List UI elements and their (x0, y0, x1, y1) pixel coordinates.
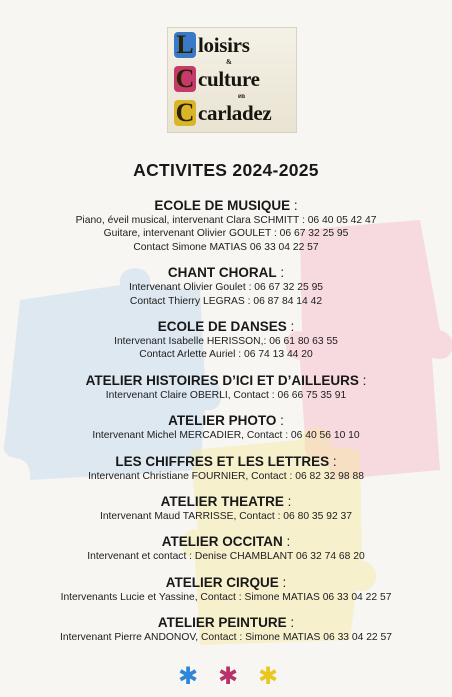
activity-detail-line: Intervenant Isabelle HERISSON,: 06 61 80 63 55 (114, 336, 338, 348)
heading-colon: : (290, 198, 298, 213)
activity-section (0, 373, 452, 402)
activity-detail-line: Intervenant Pierre ANDONOV, Contact : Simone MATIAS 06 33 04 22 57 (60, 632, 392, 644)
activity-section (0, 198, 452, 254)
heading-colon: : (282, 534, 291, 550)
heading-colon: : (358, 372, 367, 388)
logo-word-carladez: carladez (198, 101, 272, 125)
activity-heading-text: ECOLE DE MUSIQUE (154, 198, 291, 213)
heading-colon: : (329, 453, 337, 469)
activity-detail-line: Intervenant Olivier Goulet : 06 67 32 25 95 (128, 282, 324, 294)
logo-letter-c-2: C (175, 98, 195, 127)
activity-section (0, 494, 452, 523)
activity-detail-line: Intervenant Michel MERCADIER, Contact : 06 40 56 10 10 (92, 430, 360, 442)
activity-heading-text: ECOLE DE DANSES (157, 319, 287, 335)
logo-word-loisirs: loisirs (198, 33, 250, 57)
puzzle-piece-yellow-icon: ✱ (258, 663, 279, 690)
activity-heading-text: ATELIER HISTOIRES D’ICI ET D’AILLEURS (85, 372, 359, 388)
puzzle-piece-pink-icon: ✱ (218, 663, 239, 690)
activity-heading (0, 494, 452, 510)
logo-connector-and: & (226, 58, 232, 66)
activity-detail-line: Guitare, intervenant Olivier GOULET : 06 67 32 25 95 (103, 228, 349, 240)
activity-heading (0, 265, 452, 281)
activity-detail-line: Intervenant Claire OBERLI, Contact : 06 66 75 35 91 (105, 389, 347, 401)
logo (168, 28, 296, 132)
activity-heading-text: ATELIER PHOTO (168, 413, 277, 429)
activity-detail-line: Intervenant Christiane FOURNIER, Contact : 06 82 32 98 88 (88, 470, 364, 482)
activity-section (0, 534, 452, 563)
activity-detail-line: Intervenant Maud TARRISSE, Contact : 06 80 35 92 37 (99, 511, 353, 523)
heading-colon: : (283, 494, 292, 510)
activity-section (0, 319, 452, 362)
activity-heading (0, 198, 452, 214)
activity-heading (0, 319, 452, 335)
activity-section (0, 615, 452, 644)
activity-heading (0, 615, 452, 631)
activity-heading (0, 373, 452, 389)
activity-detail-line: Contact Arlette Auriel : 06 74 13 44 20 (139, 349, 313, 361)
footer-puzzle-icons (178, 664, 288, 690)
activity-heading-text: ATELIER OCCITAN (161, 534, 283, 550)
activity-detail-line: Intervenants Lucie et Yassine, Contact : Simone MATIAS 06 33 04 22 57 (60, 591, 392, 603)
activity-detail-line: Piano, éveil musical, intervenant Clara SCHMITT : 06 40 05 42 47 (75, 215, 377, 226)
activity-heading-text: ATELIER CIRQUE (165, 574, 279, 590)
activity-heading (0, 534, 452, 550)
heading-colon: : (286, 319, 295, 335)
page-title: ACTIVITES 2024-2025 (133, 160, 319, 180)
heading-colon: : (276, 413, 284, 429)
activity-heading (0, 454, 452, 470)
heading-colon: : (286, 615, 295, 631)
activity-heading (0, 413, 452, 429)
activity-section (0, 454, 452, 483)
heading-colon: : (278, 574, 287, 590)
logo-letter-l: L (174, 32, 196, 58)
activities-list (0, 198, 452, 656)
activity-heading-text: ATELIER THEATRE (160, 494, 284, 510)
logo-connector-en: en (238, 92, 245, 100)
logo-letter-c-1: C (175, 64, 195, 93)
activity-heading (0, 575, 452, 591)
activity-section (0, 413, 452, 442)
puzzle-piece-blue-icon: ✱ (178, 663, 199, 690)
activity-heading-text: CHANT CHORAL (167, 265, 277, 281)
heading-colon: : (276, 265, 285, 281)
activity-detail-line: Contact Thierry LEGRAS : 06 87 84 14 42 (129, 295, 323, 307)
activity-heading-text: LES CHIFFRES ET LES LETTRES (115, 453, 330, 469)
activity-heading-text: ATELIER PEINTURE (157, 615, 287, 631)
logo-word-culture: culture (198, 67, 260, 91)
activity-detail-line: Contact Simone MATIAS 06 33 04 22 57 (133, 241, 319, 253)
activity-detail-line: Intervenant et contact : Denise CHAMBLANT 06 32 74 68 20 (87, 551, 365, 563)
activity-section (0, 575, 452, 604)
activity-section (0, 265, 452, 308)
